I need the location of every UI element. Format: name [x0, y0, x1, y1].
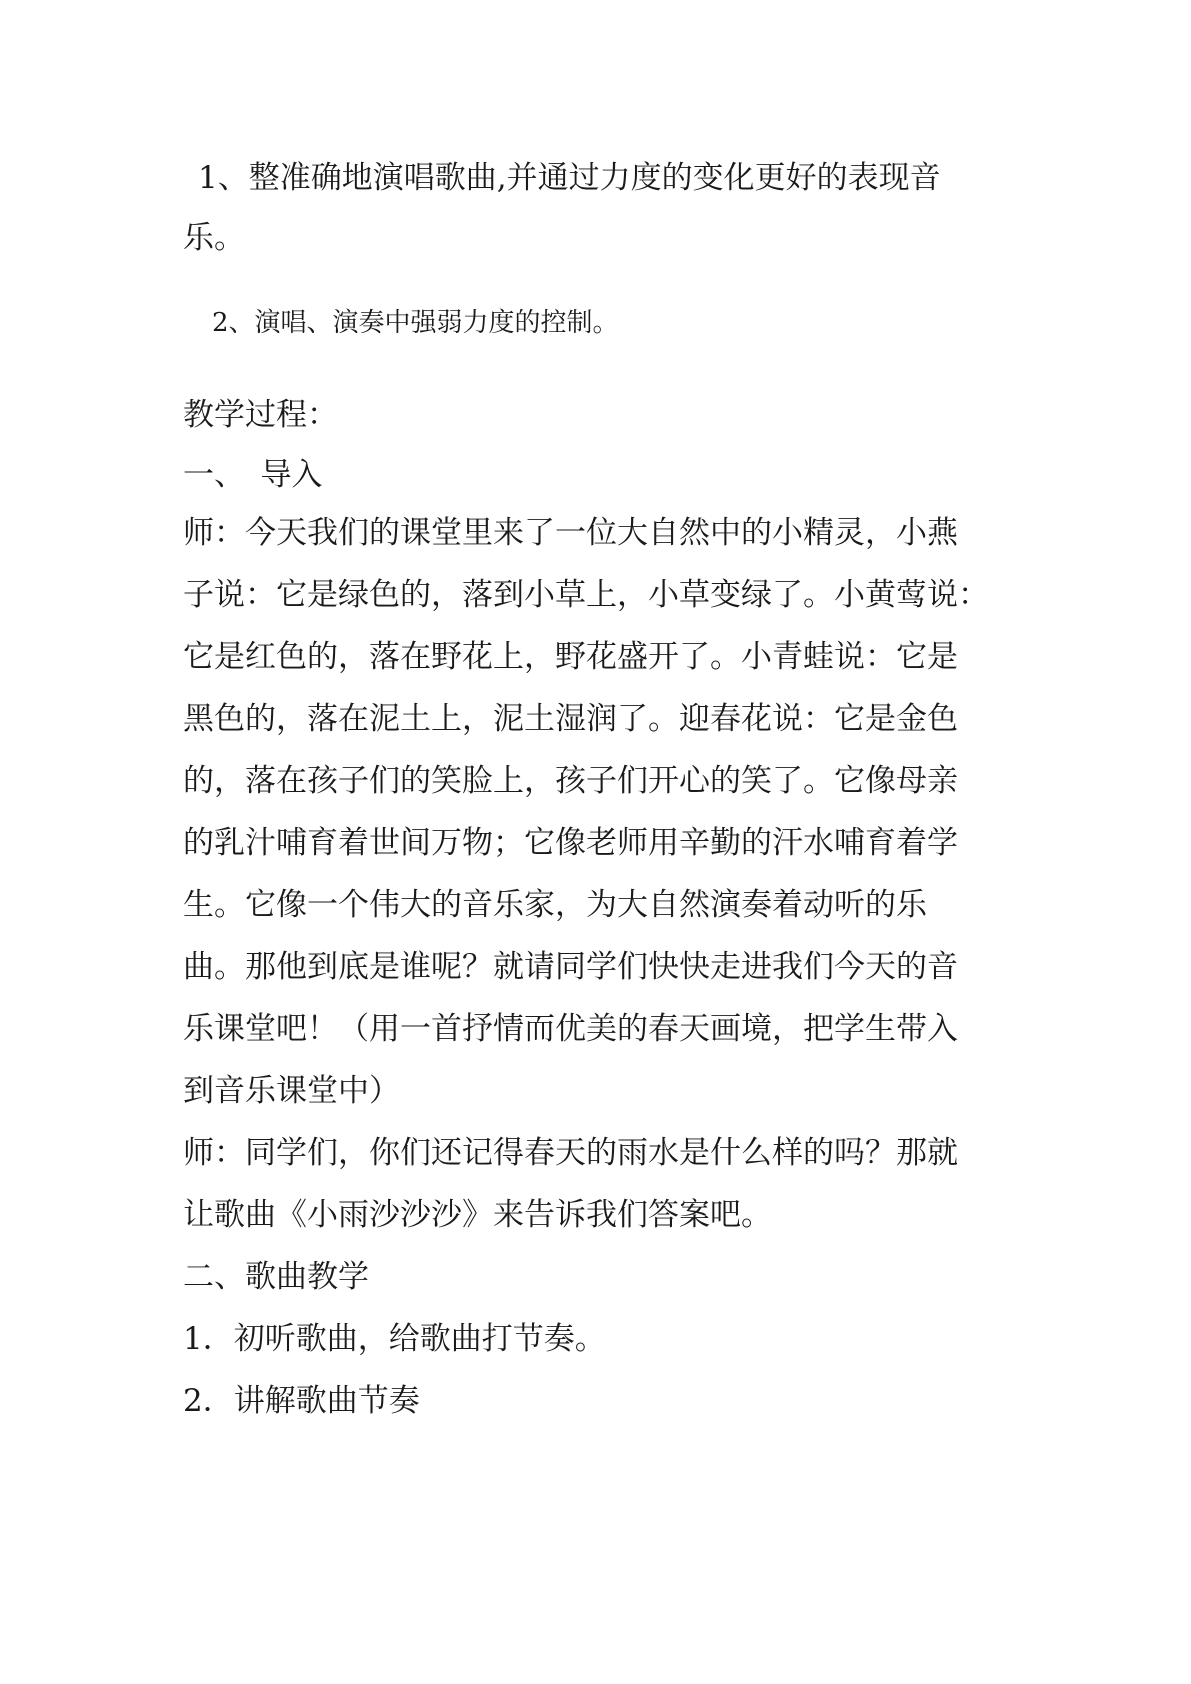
paragraph-one-line-2: 子说：它是绿色的，落到小草上，小草变绿了。小黄莺说：	[183, 577, 989, 613]
paragraph-one-line-10: 到音乐课堂中）	[183, 1073, 400, 1109]
paragraph-one-line-5: 的，落在孩子们的笑脸上，孩子们开心的笑了。它像母亲	[183, 763, 958, 799]
goal-line-1: 1、整准确地演唱歌曲,并通过力度的变化更好的表现音	[198, 160, 941, 196]
paragraph-two-line-2: 让歌曲《小雨沙沙沙》来告诉我们答案吧。	[183, 1197, 772, 1233]
step-line-2: 2．讲解歌曲节奏	[183, 1383, 420, 1419]
step-line-1: 1．初听歌曲，给歌曲打节奏。	[183, 1321, 606, 1357]
process-heading: 教学过程：	[183, 397, 338, 433]
paragraph-one-line-4: 黑色的，落在泥土上，泥土湿润了。迎春花说：它是金色	[183, 701, 958, 737]
section-one-heading: 一、 导入	[183, 457, 323, 493]
section-two-heading: 二、歌曲教学	[183, 1259, 369, 1295]
goal-line-2: 乐。	[183, 220, 245, 256]
paragraph-one-line-9: 乐课堂吧！（用一首抒情而优美的春天画境，把学生带入	[183, 1011, 958, 1047]
paragraph-one-line-6: 的乳汁哺育着世间万物；它像老师用辛勤的汗水哺育着学	[183, 825, 958, 861]
paragraph-one-line-7: 生。它像一个伟大的音乐家，为大自然演奏着动听的乐	[183, 887, 927, 923]
paragraph-one-line-8: 曲。那他到底是谁呢？就请同学们快快走进我们今天的音	[183, 949, 958, 985]
paragraph-two-line-1: 师：同学们，你们还记得春天的雨水是什么样的吗？那就	[183, 1135, 958, 1171]
goal-line-3: 2、演唱、演奏中强弱力度的控制。	[212, 308, 619, 338]
paragraph-one-line-3: 它是红色的，落在野花上，野花盛开了。小青蛙说：它是	[183, 639, 958, 675]
paragraph-one-line-1: 师：今天我们的课堂里来了一位大自然中的小精灵，小燕	[183, 515, 958, 551]
